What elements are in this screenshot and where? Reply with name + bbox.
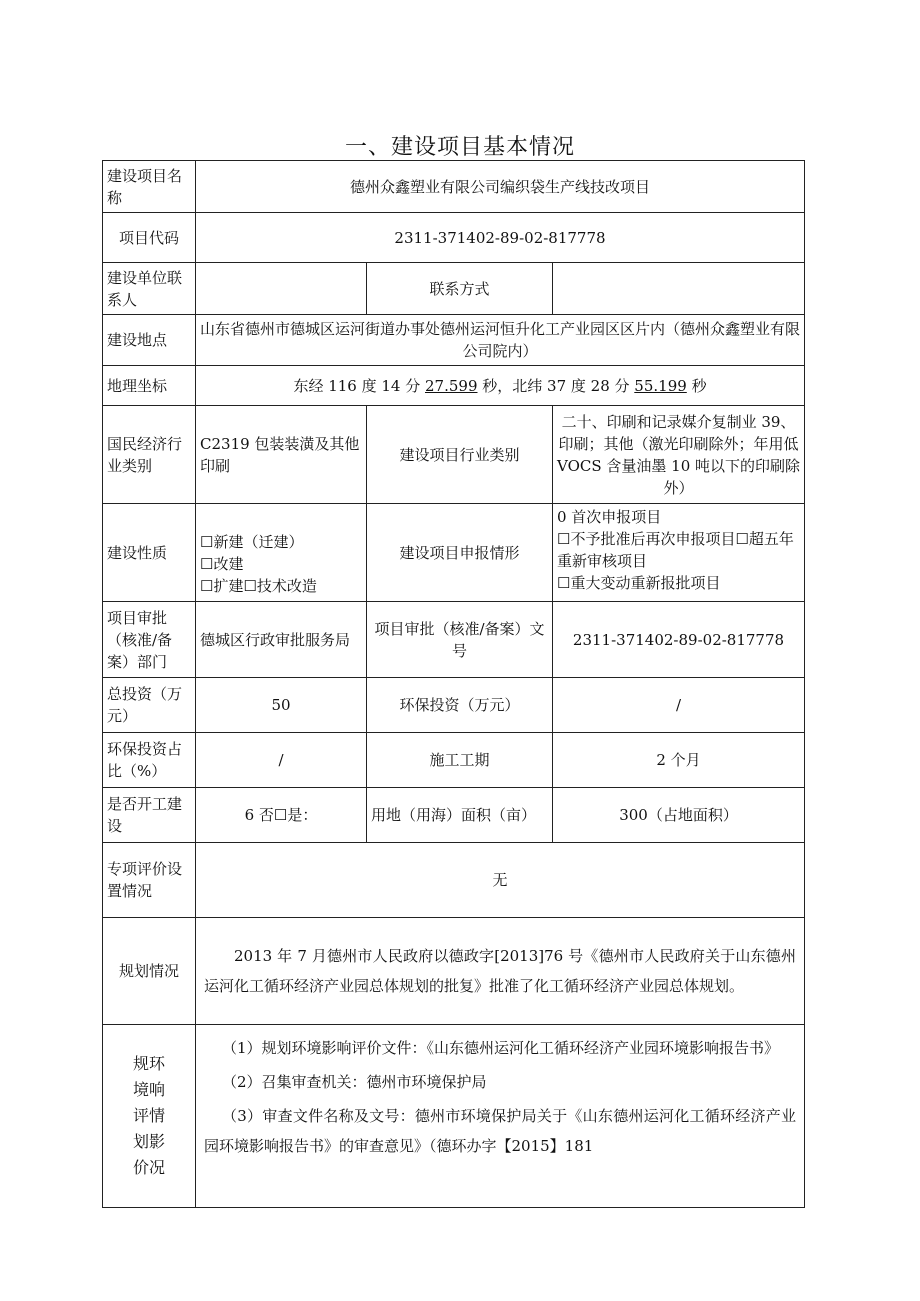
coords-prefix: 东经 116 度 14 分 — [293, 376, 425, 395]
row-nature — [103, 504, 805, 602]
label-special-eval: 专项评价设置情况 — [103, 843, 196, 918]
page-title: 一、建设项目基本情况 — [344, 135, 575, 160]
label-project-code: 项目代码 — [103, 213, 196, 263]
row-project-name — [103, 161, 805, 213]
value-construction-period: 2 个月 — [553, 733, 805, 788]
label-project-name: 建设项目名称 — [103, 161, 196, 213]
row-started — [103, 788, 805, 843]
label-location: 建设地点 — [103, 315, 196, 366]
value-nature — [196, 504, 367, 602]
coords-suffix: 秒 — [686, 376, 707, 395]
value-industry: C2319 包装装潢及其他印刷 — [196, 406, 367, 504]
label-investment: 总投资（万元） — [103, 678, 196, 733]
coords-lat-sec: 55.199 — [634, 376, 687, 395]
value-coords — [196, 366, 805, 406]
row-coords — [103, 366, 805, 406]
label-industry: 国民经济行业类别 — [103, 406, 196, 504]
declaration-first: 0 首次申报项目 — [557, 508, 662, 526]
row-industry — [103, 406, 805, 504]
value-env-investment: / — [553, 678, 805, 733]
value-investment: 50 — [196, 678, 367, 733]
nature-option-new: ☐新建（迁建） — [200, 532, 304, 551]
row-contact — [103, 263, 805, 315]
planning-eia-label-text: 规环境响评情划影价况 — [132, 1054, 165, 1177]
row-planning — [103, 918, 805, 1025]
label-started: 是否开工建设 — [103, 788, 196, 843]
value-contact — [196, 263, 367, 315]
value-planning — [196, 918, 805, 1025]
row-approval — [103, 602, 805, 678]
declaration-resubmit: ☐不予批准后再次申报项目☐超五年重新审核项目 — [557, 530, 794, 570]
row-investment — [103, 678, 805, 733]
coords-mid: 秒，北纬 37 度 28 分 — [477, 376, 635, 395]
value-env-ratio: / — [196, 733, 367, 788]
label-land-area: 用地（用海）面积（亩） — [367, 788, 553, 843]
planning-eia-item-1: （1）规划环境影响评价文件：《山东德州运河化工循环经济产业园环境影响报告书》 — [222, 1039, 780, 1057]
value-project-name: 德州众鑫塑业有限公司编织袋生产线技改项目 — [196, 161, 805, 213]
label-nature: 建设性质 — [103, 504, 196, 602]
declaration-major-change: ☐重大变动重新报批项目 — [557, 574, 721, 592]
value-approval-doc: 2311-371402-89-02-817778 — [553, 602, 805, 678]
value-started: 6 否☐是： — [196, 788, 367, 843]
value-location: 山东省德州市德城区运河街道办事处德州运河恒升化工产业园区区片内（德州众鑫塑业有限公司院内） — [196, 315, 805, 366]
planning-text: 2013 年 7 月德州市人民政府以德政字[2013]76 号《德州市人民政府关于山东德州运河化工循环经济产业园总体规划的批复》批准了化工循环经济产业园总体规划。 — [204, 947, 797, 995]
value-project-code: 2311-371402-89-02-817778 — [196, 213, 805, 263]
label-declaration: 建设项目申报情形 — [367, 504, 553, 602]
label-industry-category: 建设项目行业类别 — [367, 406, 553, 504]
nature-option-rebuild: ☐改建 — [200, 554, 244, 573]
value-declaration — [553, 504, 805, 602]
value-contact-method — [553, 263, 805, 315]
value-industry-category: 二十、印刷和记录媒介复制业 39、印刷；其他（激光印刷除外；年用低 VOCS 含量油墨 10 吨以下的印刷除外） — [553, 406, 805, 504]
label-env-investment: 环保投资（万元） — [367, 678, 553, 733]
value-special-eval: 无 — [196, 843, 805, 918]
planning-eia-item-3: （3）审查文件名称及文号：德州市环境保护局关于《山东德州运河化工循环经济产业园环境影响报告书》的审查意见》（德环办字【2015】181 — [204, 1107, 797, 1155]
label-approval-doc: 项目审批（核准/备案）文号 — [367, 602, 553, 678]
value-land-area: 300（占地面积） — [553, 788, 805, 843]
label-construction-period: 施工工期 — [367, 733, 553, 788]
row-location — [103, 315, 805, 366]
row-planning-eia — [103, 1025, 805, 1208]
label-env-ratio: 环保投资占比（%） — [103, 733, 196, 788]
value-planning-eia — [196, 1025, 805, 1208]
label-contact-method: 联系方式 — [367, 263, 553, 315]
row-env-ratio — [103, 733, 805, 788]
row-project-code — [103, 213, 805, 263]
label-planning: 规划情况 — [103, 918, 196, 1025]
planning-eia-item-2: （2）召集审查机关：德州市环境保护局 — [222, 1073, 487, 1091]
label-planning-eia — [103, 1025, 196, 1208]
coords-lon-sec: 27.599 — [425, 376, 478, 395]
row-special-eval — [103, 843, 805, 918]
label-approval: 项目审批（核准/备案）部门 — [103, 602, 196, 678]
project-info-table — [102, 160, 805, 1208]
label-contact: 建设单位联系人 — [103, 263, 196, 315]
label-coords: 地理坐标 — [103, 366, 196, 406]
value-approval: 德城区行政审批服务局 — [196, 602, 367, 678]
nature-option-expand: ☐扩建☐技术改造 — [200, 576, 317, 595]
